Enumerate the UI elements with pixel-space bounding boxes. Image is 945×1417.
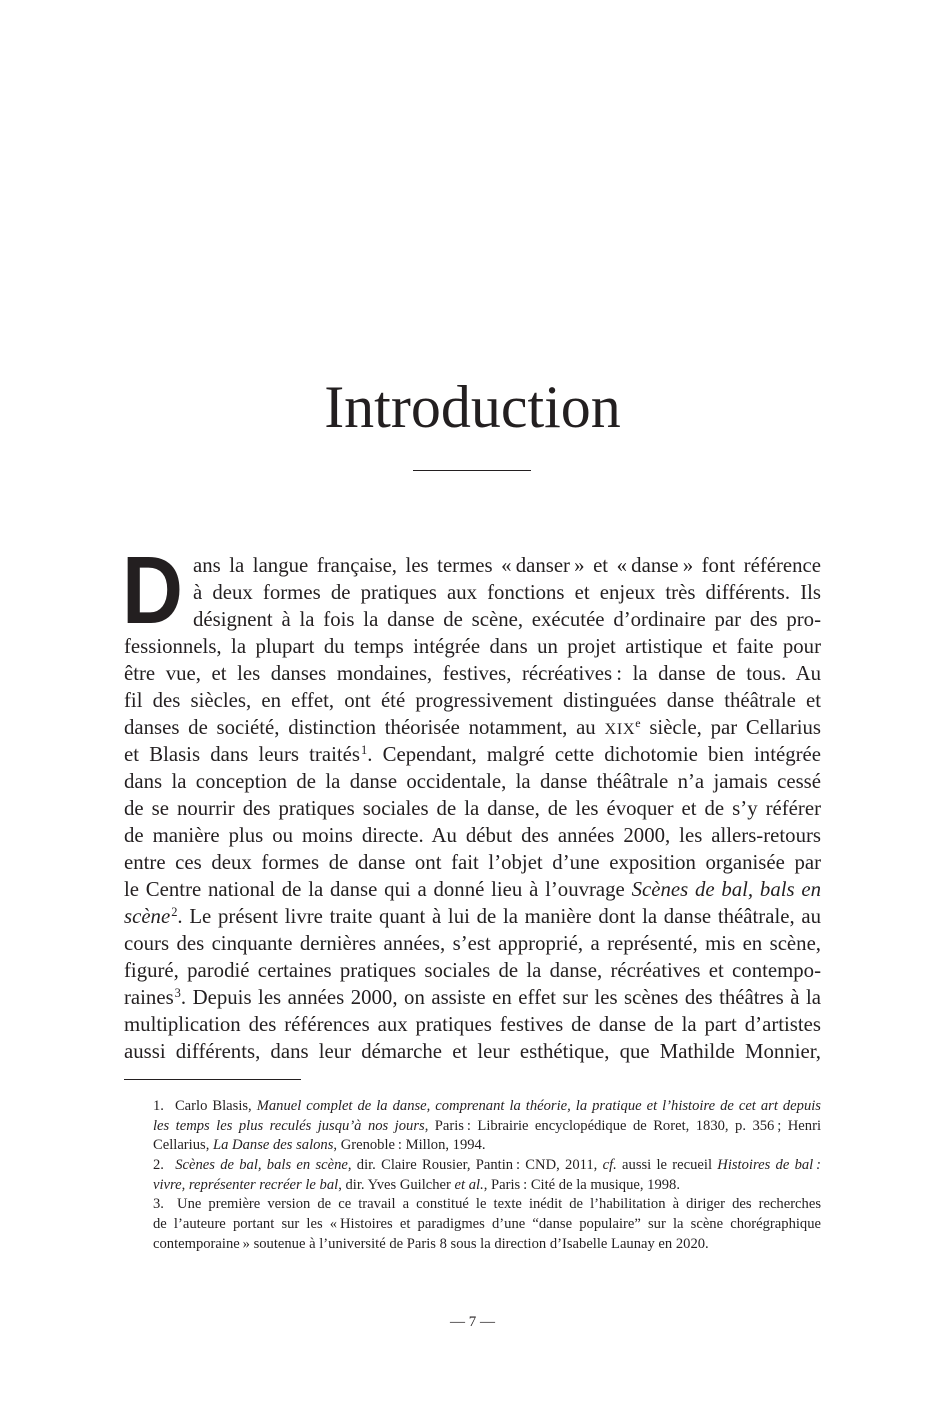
body-line bbox=[124, 552, 821, 579]
page-number: — 7 — bbox=[450, 1314, 495, 1330]
italic-text: Manuel complet de la danse, comprenant la théorie, la pratique et l’histoire de cet art depuis bbox=[256, 1098, 821, 1114]
body-line bbox=[124, 606, 821, 633]
text-run: contemporaine » soutenue à l’université de Paris 8 sous la direction d’Isabelle Launay en 2020. bbox=[153, 1235, 709, 1252]
italic-text: les temps les plus reculés jusqu’à nos jours bbox=[153, 1117, 425, 1134]
title-rule bbox=[413, 470, 531, 471]
body-line bbox=[124, 1038, 821, 1065]
text-run: de l’auteure portant sur les « Histoires et paradigmes d’une “danse populaire” sur la scène chorégraphique bbox=[153, 1216, 821, 1233]
text-run: désignent à la fois la danse de scène, exécutée d’ordinaire par des pro- bbox=[193, 608, 821, 631]
footnote-line bbox=[153, 1176, 821, 1196]
footnote bbox=[153, 1195, 821, 1254]
text-run: de se nourrir des pratiques sociales de la danse, de les évoquer et de s’y référer bbox=[124, 797, 821, 820]
body-line bbox=[124, 633, 821, 660]
text-run: ans la langue française, les termes « danser » et « danse » font référence bbox=[193, 554, 821, 577]
footnote-line bbox=[153, 1215, 821, 1235]
italic-text: La Danse des salons bbox=[213, 1137, 334, 1154]
footnote-line bbox=[153, 1136, 821, 1156]
body-line bbox=[124, 930, 821, 957]
body-line bbox=[124, 687, 821, 714]
text-run: aussi le recueil bbox=[616, 1157, 718, 1174]
text-run: figuré, parodié certaines pratiques sociales de la danse, récréatives et contempo- bbox=[124, 959, 821, 982]
body-line bbox=[124, 795, 821, 822]
text-run: . Depuis les années 2000, on assiste en effet sur les scènes des théâtres à la bbox=[180, 986, 821, 1009]
body-text bbox=[124, 552, 821, 1065]
text-run: , dir. Claire Rousier, Pantin : CND, 2011, bbox=[347, 1157, 603, 1174]
chapter-title: Introduction bbox=[324, 374, 621, 441]
footnote-line bbox=[153, 1195, 821, 1215]
footnote-number: 2. bbox=[153, 1157, 164, 1174]
body-line bbox=[124, 849, 821, 876]
footnote-ref: 2 bbox=[171, 905, 178, 920]
text-run: Une première version de ce travail a constitué le texte inédit de l’habilitation à diriger des recherches bbox=[169, 1196, 821, 1213]
text-run: Carlo Blasis, bbox=[169, 1098, 257, 1114]
footnote-ref: 1 bbox=[360, 743, 368, 758]
body-line bbox=[124, 903, 821, 930]
body-line bbox=[124, 822, 821, 849]
footnote-rule bbox=[124, 1079, 301, 1080]
text-run: danses de société, distinction théorisée notamment, au bbox=[124, 716, 605, 739]
drop-cap: D bbox=[122, 537, 184, 644]
text-run: dans la conception de la danse occidentale, la danse théâtrale n’a jamais cessé bbox=[124, 770, 821, 793]
text-run: , Grenoble : Millon, 1994. bbox=[333, 1137, 486, 1154]
text-run: siècle, par Cellarius bbox=[640, 716, 821, 739]
text-run: raines bbox=[124, 986, 174, 1009]
text-run: de manière plus ou moins directe. Au début des années 2000, les allers-retours bbox=[124, 824, 821, 847]
italic-text: et al. bbox=[454, 1176, 484, 1193]
text-run: être vue, et les danses mondaines, festives, récréatives : la danse de tous. Au bbox=[124, 662, 821, 685]
text-run: le Centre national de la danse qui a donné lieu à l’ouvrage bbox=[124, 878, 632, 901]
body-line bbox=[124, 714, 821, 741]
footnote-line bbox=[153, 1117, 821, 1137]
text-run: et Blasis dans leurs traités bbox=[124, 743, 360, 766]
italic-text: Scènes de bal, bals en bbox=[631, 878, 821, 901]
text-run: fil des siècles, en effet, ont été progressivement distinguées danse théâtrale et bbox=[124, 689, 821, 712]
footnote-line bbox=[153, 1156, 821, 1176]
ordinal-superscript: e bbox=[635, 715, 641, 730]
footnote-number: 3. bbox=[153, 1196, 164, 1213]
footnote bbox=[153, 1097, 821, 1156]
text-run: , dir. Yves Guilcher bbox=[338, 1176, 455, 1193]
text-run: aussi différents, dans leur démarche et leur esthétique, que Mathilde Monnier, bbox=[124, 1040, 821, 1063]
footnote-number: 1. bbox=[153, 1098, 164, 1114]
italic-text: scène bbox=[124, 905, 171, 928]
body-line bbox=[124, 1011, 821, 1038]
small-caps-numeral: XIX bbox=[604, 720, 636, 738]
text-run: . Cependant, malgré cette dichotomie bien intégrée bbox=[367, 743, 821, 766]
text-run: cours des cinquante dernières années, s’est approprié, a représenté, mis en scène, bbox=[124, 932, 821, 955]
italic-text: Histoires de bal : bbox=[717, 1157, 821, 1174]
text-run: fessionnels, la plupart du temps intégrée dans un projet artistique et faite pour bbox=[124, 635, 821, 658]
body-line bbox=[124, 876, 821, 903]
text-run: Cellarius, bbox=[153, 1137, 213, 1154]
body-line bbox=[124, 741, 821, 768]
italic-text: vivre, représenter recréer le bal bbox=[153, 1176, 339, 1193]
body-line bbox=[124, 984, 821, 1011]
italic-text: cf. bbox=[602, 1157, 617, 1174]
text-run: à deux formes de pratiques aux fonctions et enjeux très différents. Ils bbox=[193, 581, 821, 604]
body-line bbox=[124, 579, 821, 606]
footnote-line bbox=[153, 1097, 821, 1117]
italic-text: Scènes de bal, bals en scène bbox=[169, 1157, 348, 1174]
footnotes bbox=[153, 1097, 821, 1255]
text-run: multiplication des références aux pratiques festives de danse de la part d’artistes bbox=[124, 1013, 821, 1036]
footnote-line bbox=[153, 1235, 821, 1255]
body-line bbox=[124, 660, 821, 687]
text-run: . Le présent livre traite quant à lui de la manière dont la danse théâtrale, au bbox=[177, 905, 821, 928]
body-line bbox=[124, 768, 821, 795]
footnote bbox=[153, 1156, 821, 1195]
text-run: , Paris : Librairie encyclopédique de Roret, 1830, p. 356 ; Henri bbox=[424, 1117, 821, 1134]
text-run: , Paris : Cité de la musique, 1998. bbox=[483, 1176, 680, 1193]
footnote-ref: 3 bbox=[174, 986, 181, 1001]
text-run: entre ces deux formes de danse ont fait l’objet d’une exposition organisée par bbox=[124, 851, 821, 874]
body-line bbox=[124, 957, 821, 984]
